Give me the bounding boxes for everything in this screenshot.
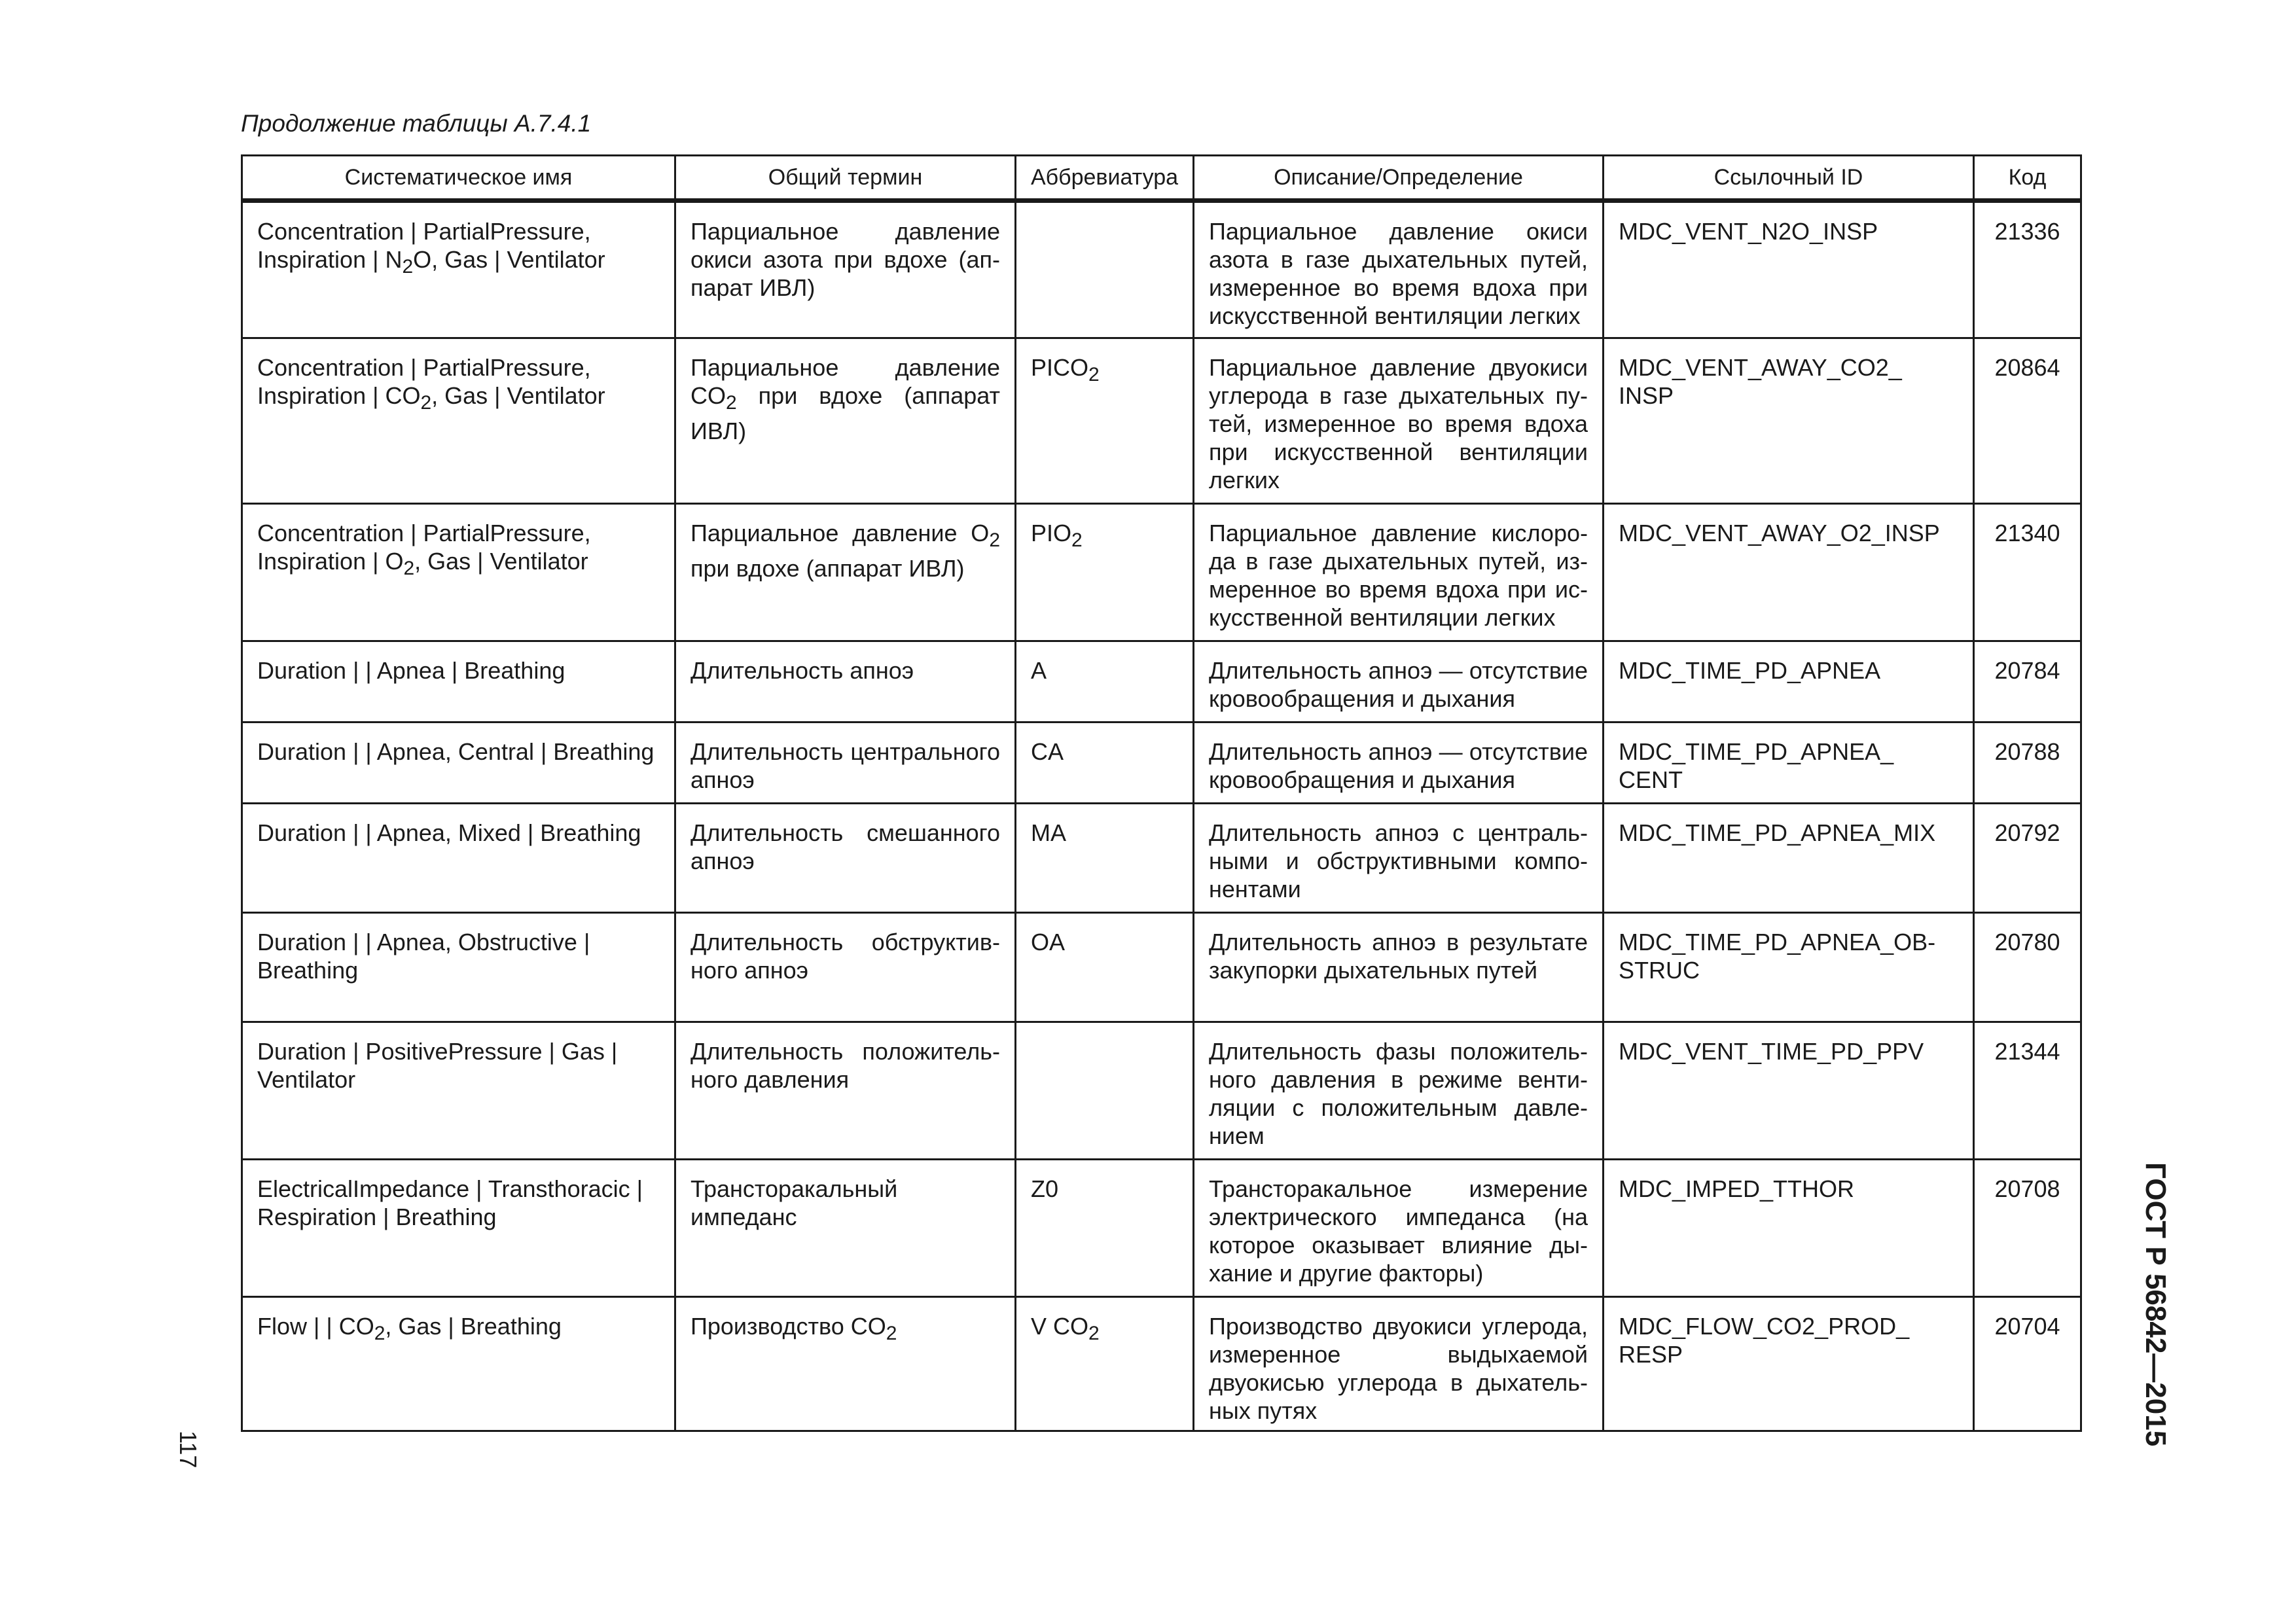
header-systematic-name: Систематическое имя [242, 156, 675, 201]
cell-systematic-name: ElectricalImpedance | Transthoracic | Respiration | Breathing [242, 1160, 675, 1297]
cell-abbreviation [1016, 1022, 1194, 1160]
table-row [242, 338, 2081, 504]
cell-abbreviation: A [1016, 641, 1194, 722]
cell-code: 21344 [1974, 1022, 2081, 1160]
cell-description: Длительность апноэ с центральными и обструктивными компонентами [1194, 804, 1604, 913]
cell-code: 21336 [1974, 201, 2081, 338]
cell-code: 20704 [1974, 1297, 2081, 1431]
cell-systematic-name: Duration | | Apnea, Obstructive | Breathing [242, 913, 675, 1022]
cell-reference-id: MDC_VENT_N2O_INSP [1604, 201, 1974, 338]
cell-reference-id: MDC_VENT_AWAY_O2_INSP [1604, 504, 1974, 641]
cell-systematic-name: Concentration | PartialPressure, Inspiration | $CO_2$, Gas | Ventilator [242, 338, 675, 504]
cell-common-term: Длительность положительного давления [675, 1022, 1016, 1160]
cell-systematic-name: Duration | | Apnea, Central | Breathing [242, 722, 675, 804]
cell-description: Длительность апноэ в результате закупорки дыхательных путей [1194, 913, 1604, 1022]
header-description: Описание/Определение [1194, 156, 1604, 201]
table-header-row [242, 156, 2081, 201]
cell-description: Производство двуокиси углерода, измеренное выдыхаемой двуокисью углерода в дыхательных путях [1194, 1297, 1604, 1431]
cell-common-term: Длительность апноэ [675, 641, 1016, 722]
cell-reference-id: MDC_TIME_PD_APNEA_MIX [1604, 804, 1974, 913]
cell-abbreviation: OA [1016, 913, 1194, 1022]
cell-common-term: Длительность смешанного апноэ [675, 804, 1016, 913]
cell-abbreviation: CA [1016, 722, 1194, 804]
header-reference-id: Ссылочный ID [1604, 156, 1974, 201]
cell-common-term: Длительность обструктивного апноэ [675, 913, 1016, 1022]
cell-code: 21340 [1974, 504, 2081, 641]
cell-systematic-name: Concentration | PartialPressure, Inspiration | $N_2O$, Gas | Ventilator [242, 201, 675, 338]
cell-code: 20864 [1974, 338, 2081, 504]
cell-systematic-name: Duration | PositivePressure | Gas | Ventilator [242, 1022, 675, 1160]
table-row [242, 504, 2081, 641]
cell-reference-id: MDC_VENT_AWAY_CO2_ INSP [1604, 338, 1974, 504]
cell-code: 20792 [1974, 804, 2081, 913]
cell-description: Парциальное давление двуокиси углерода в газе дыхательных путей, измеренное во время вдоха при искусственной вентиляции легких [1194, 338, 1604, 504]
cell-common-term: Парциальное давление $O_2$ при вдохе (аппарат ИВЛ) [675, 504, 1016, 641]
cell-reference-id: MDC_TIME_PD_APNEA [1604, 641, 1974, 722]
cell-reference-id: MDC_VENT_TIME_PD_PPV [1604, 1022, 1974, 1160]
cell-code: 20788 [1974, 722, 2081, 804]
table-row [242, 201, 2081, 338]
table-row [242, 913, 2081, 1022]
cell-reference-id: MDC_FLOW_CO2_PROD_ RESP [1604, 1297, 1974, 1431]
cell-common-term: Длительность центрального апноэ [675, 722, 1016, 804]
cell-description: Длительность апноэ — отсутствие кровообращения и дыхания [1194, 641, 1604, 722]
cell-abbreviation [1016, 201, 1194, 338]
cell-description: Трансторакальное измерение электрического импеданса (на которое оказывает влияние дыхание и другие факторы) [1194, 1160, 1604, 1297]
cell-abbreviation: Z0 [1016, 1160, 1194, 1297]
cell-reference-id: MDC_TIME_PD_APNEA_OBSTRUC [1604, 913, 1974, 1022]
cell-abbreviation: $PICO_2$ [1016, 338, 1194, 504]
cell-systematic-name: Flow | | $CO_2$, Gas | Breathing [242, 1297, 675, 1431]
table-row [242, 722, 2081, 804]
cell-systematic-name: Concentration | PartialPressure, Inspiration | $O_2$, Gas | Ventilator [242, 504, 675, 641]
cell-common-term: Трансторакальный импеданс [675, 1160, 1016, 1297]
table-row [242, 1022, 2081, 1160]
cell-code: 20708 [1974, 1160, 2081, 1297]
cell-common-term: Парциальное давление $CO_2$ при вдохе (аппарат ИВЛ) [675, 338, 1016, 504]
cell-description: Парциальное давление кислорода в газе дыхательных путей, измеренное во время вдоха при искусственной вентиляции легких [1194, 504, 1604, 641]
page-number: 117 [175, 1431, 202, 1469]
cell-description: Длительность фазы положительного давления в режиме вентиляции с положительным давлением [1194, 1022, 1604, 1160]
table-row [242, 1297, 2081, 1431]
header-abbreviation: Аббревиатура [1016, 156, 1194, 201]
header-code: Код [1974, 156, 2081, 201]
cell-common-term: Производство $CO_2$ [675, 1297, 1016, 1431]
cell-description: Длительность апноэ — отсутствие кровообращения и дыхания [1194, 722, 1604, 804]
table-caption: Продолжение таблицы А.7.4.1 [241, 110, 592, 137]
cell-common-term: Парциальное давление окиси азота при вдохе (аппарат ИВЛ) [675, 201, 1016, 338]
document-id: ГОСТ Р 56842—2015 [2140, 1162, 2172, 1447]
cell-abbreviation: V $CO_2$ [1016, 1297, 1194, 1431]
cell-reference-id: MDC_IMPED_TTHOR [1604, 1160, 1974, 1297]
table-row [242, 641, 2081, 722]
table-row [242, 1160, 2081, 1297]
table-row [242, 804, 2081, 913]
cell-description: Парциальное давление окиси азота в газе дыхательных путей, измеренное во время вдоха при искусственной вентиляции легких [1194, 201, 1604, 338]
cell-reference-id: MDC_TIME_PD_APNEA_ CENT [1604, 722, 1974, 804]
cell-code: 20784 [1974, 641, 2081, 722]
data-table [241, 154, 2082, 1432]
cell-code: 20780 [1974, 913, 2081, 1022]
cell-abbreviation: MA [1016, 804, 1194, 913]
cell-systematic-name: Duration | | Apnea, Mixed | Breathing [242, 804, 675, 913]
cell-abbreviation: $PIO_2$ [1016, 504, 1194, 641]
cell-systematic-name: Duration | | Apnea | Breathing [242, 641, 675, 722]
header-common-term: Общий термин [675, 156, 1016, 201]
